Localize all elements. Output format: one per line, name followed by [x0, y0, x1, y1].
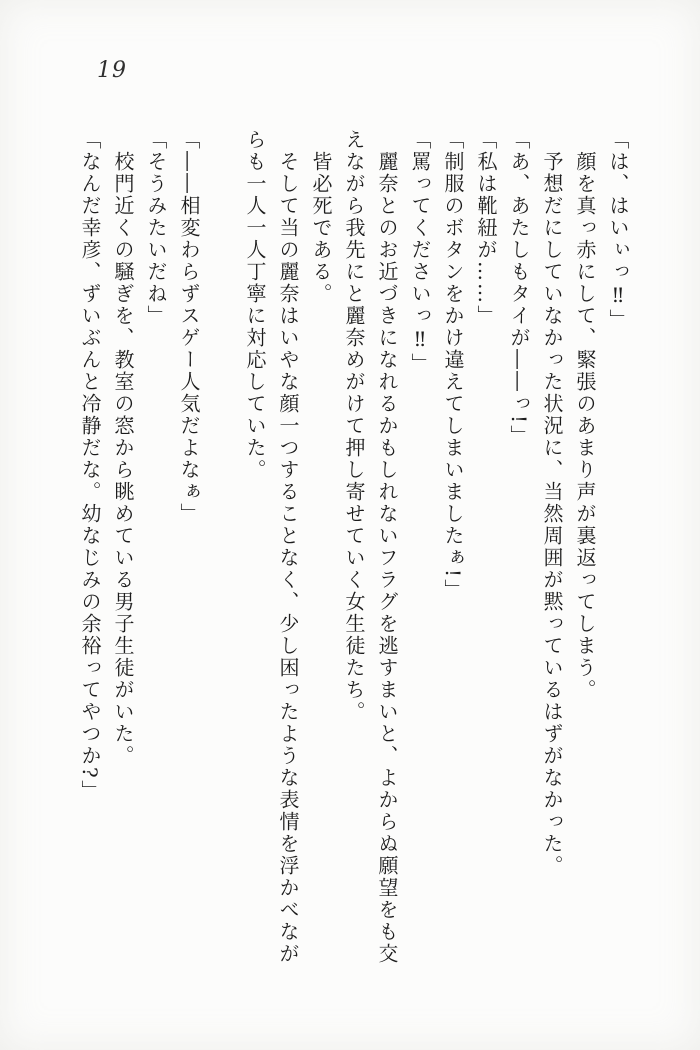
scene-break-blank-line — [205, 129, 238, 997]
text-line: そして当の麗奈はいやな顔一つすることなく、少し困ったような表情を浮かべなが — [276, 151, 300, 965]
text-line: 「そうみたいだね」 — [144, 129, 168, 327]
text-line: 「私は靴紐が……」 — [474, 129, 498, 327]
text-line: 皆必死である。 — [309, 151, 333, 305]
text-line: 「は、はいぃっ‼」 — [606, 129, 630, 331]
text-line: えながら我先にと麗奈めがけて押し寄せていく女生徒たち。 — [342, 129, 366, 723]
text-line: 予想だにしていなかった状況に、当然周囲が黙っているはずがなかった。 — [540, 151, 564, 877]
text-line: 「制服のボタンをかけ違えてしまいましたぁ!」 — [441, 129, 465, 602]
text-block — [73, 129, 634, 997]
text-line: 「罵ってくださいっ‼」 — [408, 129, 432, 375]
text-line: 麗奈とのお近づきになれるかもしれないフラグを逃すまいと、よからぬ願望をも交 — [375, 151, 399, 965]
text-line: 校門近くの騒ぎを、教室の窓から眺めている男子生徒がいた。 — [111, 151, 135, 767]
page-number: 19 — [97, 58, 127, 83]
text-line: 顔を真っ赤にして、緊張のあまり声が裏返ってしまう。 — [573, 151, 597, 701]
text-line: 「あ、あたしもタイが――っ!」 — [507, 129, 531, 448]
text-line: 「なんだ幸彦、ずいぶんと冷静だな。幼なじみの余裕ってやつか?」 — [78, 129, 102, 802]
text-line: らも一人一人丁寧に対応していた。 — [243, 129, 267, 481]
text-line: 「――相変わらずスゲー人気だよなぁ」 — [177, 129, 201, 525]
